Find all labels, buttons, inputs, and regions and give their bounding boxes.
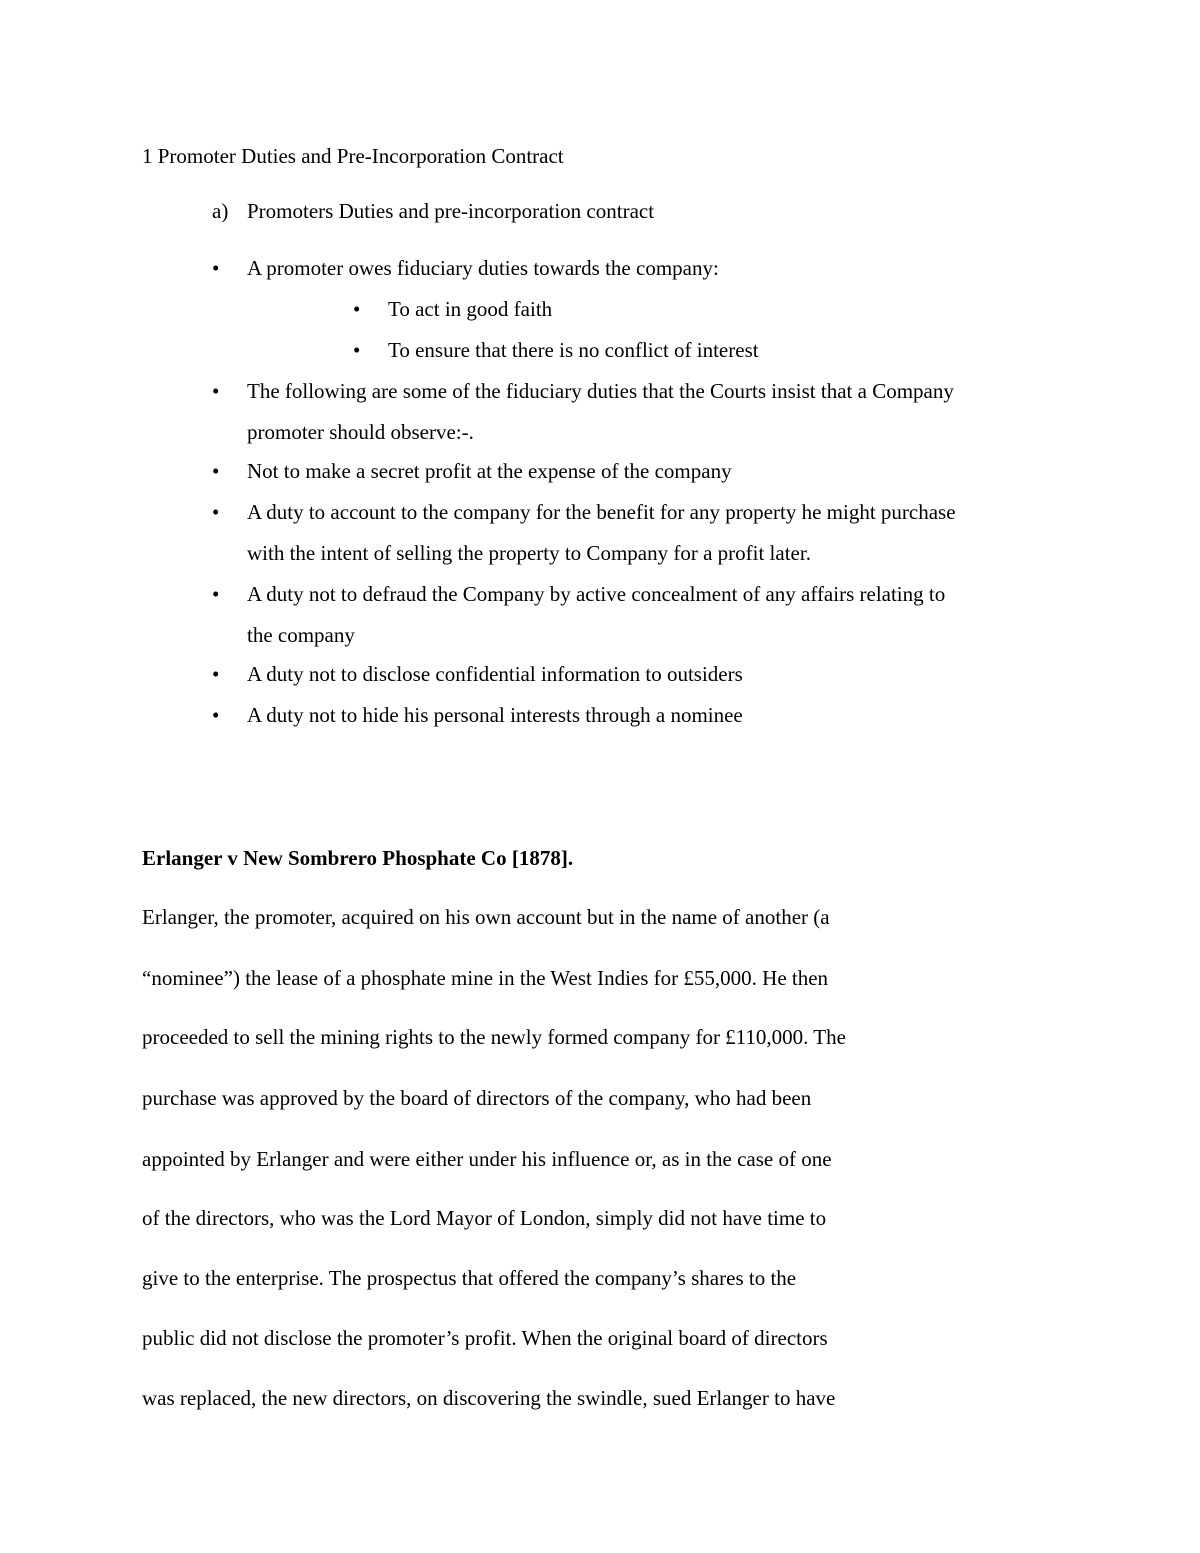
sub-bullet-text: To act in good faith (388, 297, 553, 321)
paragraph-line: purchase was approved by the board of directors of the company, who had been (142, 1086, 812, 1110)
bullet-text: A duty not to hide his personal interests through a nominee (247, 703, 743, 727)
bullet-marker: • (212, 459, 220, 483)
paragraph-line: give to the enterprise. The prospectus that offered the company’s shares to the (142, 1266, 797, 1290)
bullet-text: The following are some of the fiduciary duties that the Courts insist that a Company (247, 379, 954, 403)
bullet-text: A duty not to disclose confidential information to outsiders (247, 662, 743, 686)
paragraph-line: Erlanger, the promoter, acquired on his own account but in the name of another (a (142, 905, 830, 929)
sub-heading-marker: a) (212, 199, 229, 223)
bullet-marker: • (212, 256, 220, 280)
bullet-text: A duty not to defraud the Company by active concealment of any affairs relating to (247, 582, 946, 606)
bullet-text: Not to make a secret profit at the expense of the company (247, 459, 732, 483)
sub-bullet-marker: • (353, 297, 361, 321)
page-heading: 1 Promoter Duties and Pre-Incorporation Contract (142, 144, 564, 168)
bullet-text-continued: promoter should observe:-. (247, 420, 474, 444)
bullet-text-continued: the company (247, 623, 355, 647)
paragraph-line: public did not disclose the promoter’s profit. When the original board of directors (142, 1326, 828, 1350)
bullet-marker: • (212, 703, 220, 727)
sub-bullet-marker: • (353, 338, 361, 362)
bullet-text-continued: with the intent of selling the property to Company for a profit later. (247, 541, 811, 565)
paragraph-line: appointed by Erlanger and were either under his influence or, as in the case of one (142, 1147, 832, 1171)
paragraph-line: was replaced, the new directors, on discovering the swindle, sued Erlanger to have (142, 1386, 836, 1410)
bullet-text: A promoter owes fiduciary duties towards the company: (247, 256, 719, 280)
bullet-text: A duty to account to the company for the benefit for any property he might purchase (247, 500, 956, 524)
paragraph-line: proceeded to sell the mining rights to the newly formed company for £110,000. The (142, 1025, 846, 1049)
case-title: Erlanger v New Sombrero Phosphate Co [1878]. (142, 846, 574, 870)
paragraph-line: “nominee”) the lease of a phosphate mine in the West Indies for £55,000. He then (142, 966, 829, 990)
sub-heading-text: Promoters Duties and pre-incorporation contract (247, 199, 655, 223)
bullet-marker: • (212, 582, 220, 606)
bullet-marker: • (212, 500, 220, 524)
bullet-marker: • (212, 662, 220, 686)
bullet-marker: • (212, 379, 220, 403)
sub-bullet-text: To ensure that there is no conflict of interest (388, 338, 759, 362)
paragraph-line: of the directors, who was the Lord Mayor of London, simply did not have time to (142, 1206, 827, 1230)
